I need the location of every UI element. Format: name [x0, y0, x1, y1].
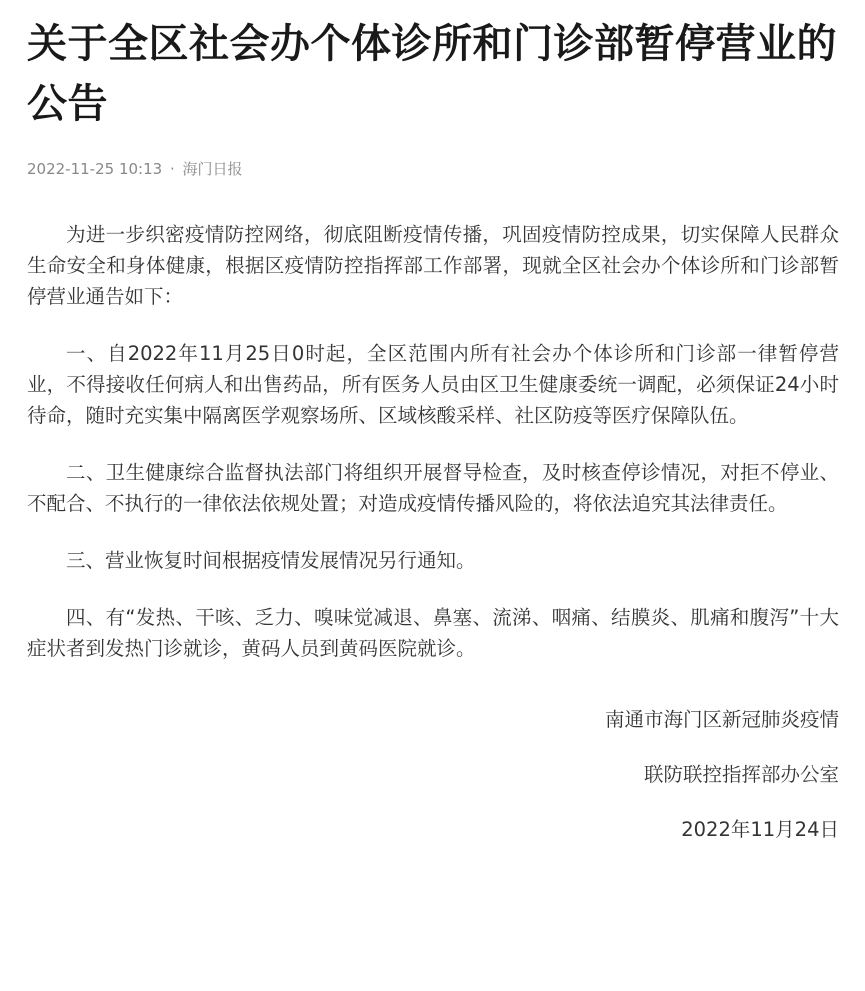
- paragraph-item-1: 一、自2022年11月25日0时起，全区范围内所有社会办个体诊所和门诊部一律暂停营业，不得接收任何病人和出售药品，所有医务人员由区卫生健康委统一调配，必须保证24小时待命，随时充实集中隔离医学观察场所、区域核酸采样、社区防疫等医疗保障队伍。: [27, 342, 839, 427]
- article-source[interactable]: 海门日报: [182, 160, 243, 178]
- paragraph-item-2: 二、卫生健康综合监督执法部门将组织开展督导检查，及时核查停诊情况，对拒不停业、不配合、不执行的一律依法依规处置；对造成疫情传播风险的，将依法追究其法律责任。: [27, 461, 839, 515]
- paragraph-intro: 为进一步织密疫情防控网络，彻底阻断疫情传播，巩固疫情防控成果，切实保障人民群众生命安全和身体健康，根据区疫情防控指挥部工作部署，现就全区社会办个体诊所和门诊部暂停营业通告如下：: [27, 223, 839, 308]
- paragraph-item-4: 四、有“发热、干咳、乏力、嗅味觉减退、鼻塞、流涕、咽痛、结膜炎、肌痛和腹泻”十大症状者到发热门诊就诊，黄码人员到黄码医院就诊。: [27, 606, 839, 660]
- signature-date: 2022年11月24日: [681, 818, 839, 841]
- paragraph-item-3: 三、营业恢复时间根据疫情发展情况另行通知。: [66, 549, 476, 572]
- article-meta: [27, 159, 839, 179]
- article: [27, 0, 839, 845]
- signature-block: [27, 704, 839, 845]
- article-body: [27, 219, 839, 664]
- publish-date: 2022-11-25 10:13: [27, 160, 163, 178]
- signature-org-line-2: 联防联控指挥部办公室: [643, 763, 839, 786]
- signature-org-line-1: 南通市海门区新冠肺炎疫情: [604, 708, 839, 731]
- meta-separator: ·: [169, 160, 175, 178]
- article-title: 关于全区社会办个体诊所和门诊部暂停营业的公告: [27, 21, 837, 127]
